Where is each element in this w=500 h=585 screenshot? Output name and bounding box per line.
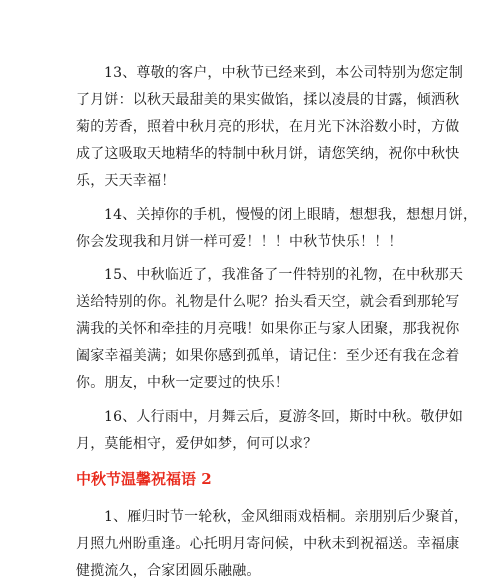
text-line: 1、雁归时节一轮秋，金风细雨戏梧桐。亲朋别后少聚首， — [104, 509, 469, 525]
text-line: 月，莫能相守，爱伊如梦，何可以求？ — [76, 436, 318, 452]
text-line: 健揽流久，合家团圆乐融融。 — [76, 563, 261, 579]
text-line: 13、尊敬的客户，中秋节已经来到，本公司特别为您定制 — [104, 65, 464, 81]
text-line: 乐，天天幸福！ — [76, 173, 176, 189]
text-line: 满我的关怀和牵挂的月亮哦！如果你正与家人团聚，那我祝你 — [76, 321, 460, 337]
section-heading: 中秋节温馨祝福语 2 — [76, 470, 212, 488]
section-paragraph-1 — [76, 504, 469, 585]
text-line: 15、中秋临近了，我准备了一件特别的礼物，在中秋那天 — [104, 267, 464, 283]
paragraph-14 — [76, 202, 478, 256]
text-line: 16、人行雨中，月舞云后，夏游冬回，斯时中秋。敬伊如 — [104, 409, 464, 425]
text-line: 14、关掉你的手机，慢慢的闭上眼睛，想想我，想想月饼， — [104, 207, 478, 223]
paragraph-15 — [76, 262, 464, 397]
text-line: 阖家幸福美满；如果你感到孤单，请记住：至少还有我在念着 — [76, 348, 460, 364]
text-line: 了月饼：以秋天最甜美的果实做馅，揉以凌晨的甘露，倾洒秋 — [76, 92, 460, 108]
text-line: 你会发现我和月饼一样可爱！！！中秋节快乐！！！ — [76, 234, 403, 250]
paragraph-16 — [76, 404, 464, 458]
text-line: 月照九州盼重逢。心托明月寄问候，中秋未到祝福送。幸福康 — [76, 536, 460, 552]
text-line: 送给特别的你。礼物是什么呢？抬头看天空，就会看到那轮写 — [76, 294, 460, 310]
paragraph-13 — [76, 60, 464, 195]
text-line: 你。朋友，中秋一定要过的快乐！ — [76, 375, 289, 391]
text-line: 菊的芳香，照着中秋月亮的形状，在月光下沐浴数小时，方做 — [76, 119, 460, 135]
text-line: 成了这吸取天地精华的特制中秋月饼，请您笑纳，祝你中秋快 — [76, 146, 460, 162]
